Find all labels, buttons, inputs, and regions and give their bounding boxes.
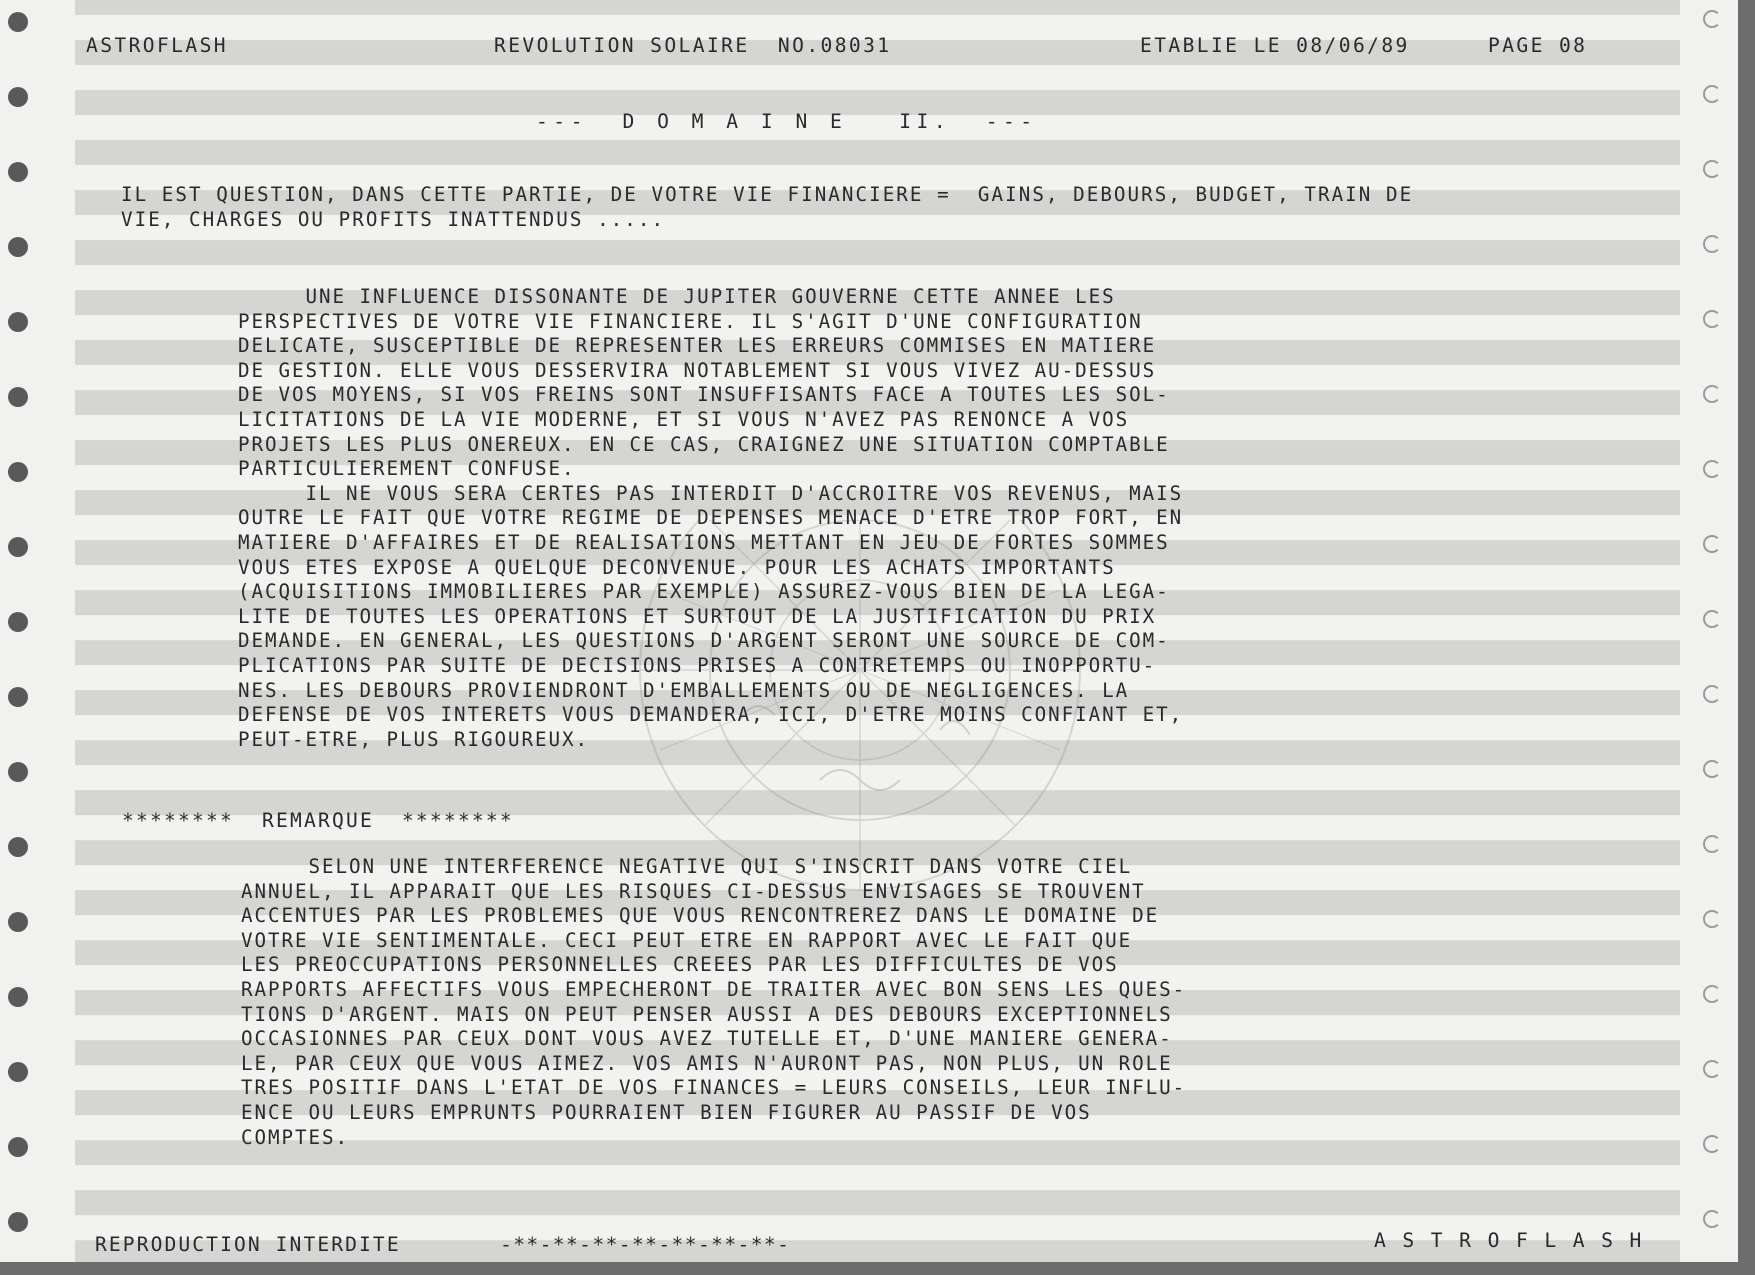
feed-hole	[8, 387, 28, 407]
feed-hole	[1703, 610, 1721, 628]
body-line: NES. LES DEBOURS PROVIENDRONT D'EMBALLEMENTS OU DE NEGLIGENCES. LA	[238, 678, 1130, 702]
body-line: PARTICULIEREMENT CONFUSE.	[238, 457, 576, 481]
body-line: PERSPECTIVES DE VOTRE VIE FINANCIERE. IL S'AGIT D'UNE CONFIGURATION	[238, 309, 1143, 333]
remark-line: TIONS D'ARGENT. MAIS ON PEUT PENSER AUSSI A DES DEBOURS EXCEPTIONNELS	[241, 1002, 1173, 1026]
feed-hole	[1703, 1060, 1721, 1078]
remark-line: OCCASIONNES PAR CEUX DONT VOUS AVEZ TUTELLE ET, D'UNE MANIERE GENERA-	[241, 1027, 1173, 1051]
body-line: DEFENSE DE VOS INTERETS VOUS DEMANDERA, ICI, D'ETRE MOINS CONFIANT ET,	[238, 703, 1184, 727]
footer-separator: -**-**-**-**-**-**-**-	[500, 1233, 791, 1256]
header-date: ETABLIE LE 08/06/89	[1140, 34, 1410, 57]
remark-line: ANNUEL, IL APPARAIT QUE LES RISQUES CI-DESSUS ENVISAGES SE TROUVENT	[241, 879, 1146, 903]
body-line: MATIERE D'AFFAIRES ET DE REALISATIONS METTANT EN JEU DE FORTES SOMMES	[238, 530, 1170, 554]
feed-hole	[1703, 760, 1721, 778]
feed-hole	[1703, 685, 1721, 703]
footer-brand: A S T R O F L A S H	[1374, 1229, 1644, 1252]
feed-hole	[8, 987, 28, 1007]
body-line: DEMANDE. EN GENERAL, LES QUESTIONS D'ARGENT SERONT UNE SOURCE DE COM-	[238, 629, 1170, 653]
tractor-holes-left	[8, 0, 38, 1262]
feed-hole	[8, 1137, 28, 1157]
remark-paragraph	[241, 855, 1186, 1150]
feed-hole	[8, 162, 28, 182]
body-line: PROJETS LES PLUS ONEREUX. EN CE CAS, CRAIGNEZ UNE SITUATION COMPTABLE	[238, 432, 1170, 456]
feed-hole	[8, 912, 28, 932]
remark-line: ACCENTUES PAR LES PROBLEMES QUE VOUS RENCONTREREZ DANS LE DOMAINE DE	[241, 904, 1160, 928]
feed-hole	[1703, 235, 1721, 253]
body-line: VOUS ETES EXPOSE A QUELQUE DECONVENUE. POUR LES ACHATS IMPORTANTS	[238, 555, 1116, 579]
feed-hole	[8, 87, 28, 107]
remark-line: COMPTES.	[241, 1125, 350, 1149]
body-paragraph	[238, 285, 1183, 752]
body-line: LITE DE TOUTES LES OPERATIONS ET SURTOUT DE LA JUSTIFICATION DU PRIX	[238, 604, 1157, 628]
feed-hole	[8, 837, 28, 857]
feed-hole	[1703, 535, 1721, 553]
body-line: DELICATE, SUSCEPTIBLE DE REPRESENTER LES ERREURS COMMISES EN MATIERE	[238, 334, 1157, 358]
feed-hole	[8, 237, 28, 257]
footer-notice: REPRODUCTION INTERDITE	[95, 1233, 401, 1256]
remark-line: RAPPORTS AFFECTIFS VOUS EMPECHERONT DE TRAITER AVEC BON SENS LES QUES-	[241, 977, 1187, 1001]
feed-hole	[8, 537, 28, 557]
body-line: DE VOS MOYENS, SI VOS FREINS SONT INSUFFISANTS FACE A TOUTES LES SOL-	[238, 383, 1170, 407]
remark-line: TRES POSITIF DANS L'ETAT DE VOS FINANCES = LEURS CONSEILS, LEUR INFLU-	[241, 1076, 1187, 1100]
remark-line: LE, PAR CEUX QUE VOUS AIMEZ. VOS AMIS N'AURONT PAS, NON PLUS, UN ROLE	[241, 1051, 1173, 1075]
header-brand: ASTROFLASH	[86, 34, 228, 57]
body-line: OUTRE LE FAIT QUE VOTRE REGIME DE DEPENSES MENACE D'ETRE TROP FORT, EN	[238, 506, 1184, 530]
body-line: (ACQUISITIONS IMMOBILIERES PAR EXEMPLE) ASSUREZ-VOUS BIEN DE LA LEGA-	[238, 580, 1170, 604]
feed-hole	[8, 462, 28, 482]
remark-line: ENCE OU LEURS EMPRUNTS POURRAIENT BIEN FIGURER AU PASSIF DE VOS	[241, 1100, 1092, 1124]
feed-hole	[1703, 1135, 1721, 1153]
feed-hole	[1703, 460, 1721, 478]
body-line: UNE INFLUENCE DISSONANTE DE JUPITER GOUVERNE CETTE ANNEE LES	[238, 285, 1116, 308]
remark-line: LES PREOCCUPATIONS PERSONNELLES CREEES PAR LES DIFFICULTES DE VOS	[241, 953, 1119, 977]
feed-hole	[1703, 1210, 1721, 1228]
body-line: IL NE VOUS SERA CERTES PAS INTERDIT D'ACCROITRE VOS REVENUS, MAIS	[238, 481, 1184, 505]
feed-hole	[1703, 10, 1721, 28]
feed-hole	[1703, 385, 1721, 403]
remark-line: SELON UNE INTERFERENCE NEGATIVE QUI S'INSCRIT DANS VOTRE CIEL	[241, 855, 1133, 878]
feed-hole	[1703, 985, 1721, 1003]
body-line: DE GESTION. ELLE VOUS DESSERVIRA NOTABLEMENT SI VOUS VIVEZ AU-DESSUS	[238, 358, 1157, 382]
feed-hole	[8, 312, 28, 332]
section-title: --- D O M A I N E II. ---	[536, 110, 1038, 133]
feed-hole	[1703, 160, 1721, 178]
body-line: PEUT-ETRE, PLUS RIGOUREUX.	[238, 727, 590, 751]
feed-hole	[8, 1212, 28, 1232]
remark-line: VOTRE VIE SENTIMENTALE. CECI PEUT ETRE EN RAPPORT AVEC LE FAIT QUE	[241, 928, 1133, 952]
remark-heading: ******** REMARQUE ********	[122, 809, 514, 832]
feed-hole	[1703, 835, 1721, 853]
body-line: PLICATIONS PAR SUITE DE DECISIONS PRISES A CONTRETEMPS OU INOPPORTU-	[238, 653, 1157, 677]
feed-hole	[8, 612, 28, 632]
tractor-holes-right	[1703, 0, 1733, 1262]
intro-line: IL EST QUESTION, DANS CETTE PARTIE, DE VOTRE VIE FINANCIERE = GAINS, DEBOURS, BUDGET, TRAIN DE	[121, 183, 1414, 206]
intro-line: VIE, CHARGES OU PROFITS INATTENDUS .....	[121, 207, 666, 231]
feed-hole	[1703, 310, 1721, 328]
feed-hole	[8, 687, 28, 707]
feed-hole	[8, 12, 28, 32]
feed-hole	[1703, 910, 1721, 928]
body-line: LICITATIONS DE LA VIE MODERNE, ET SI VOUS N'AVEZ PAS RENONCE A VOS	[238, 407, 1130, 431]
header-document-title: REVOLUTION SOLAIRE NO.08031	[494, 34, 892, 57]
feed-hole	[8, 762, 28, 782]
feed-hole	[8, 1062, 28, 1082]
intro-paragraph	[121, 183, 1413, 232]
feed-hole	[1703, 85, 1721, 103]
header-page-number: PAGE 08	[1488, 34, 1588, 57]
